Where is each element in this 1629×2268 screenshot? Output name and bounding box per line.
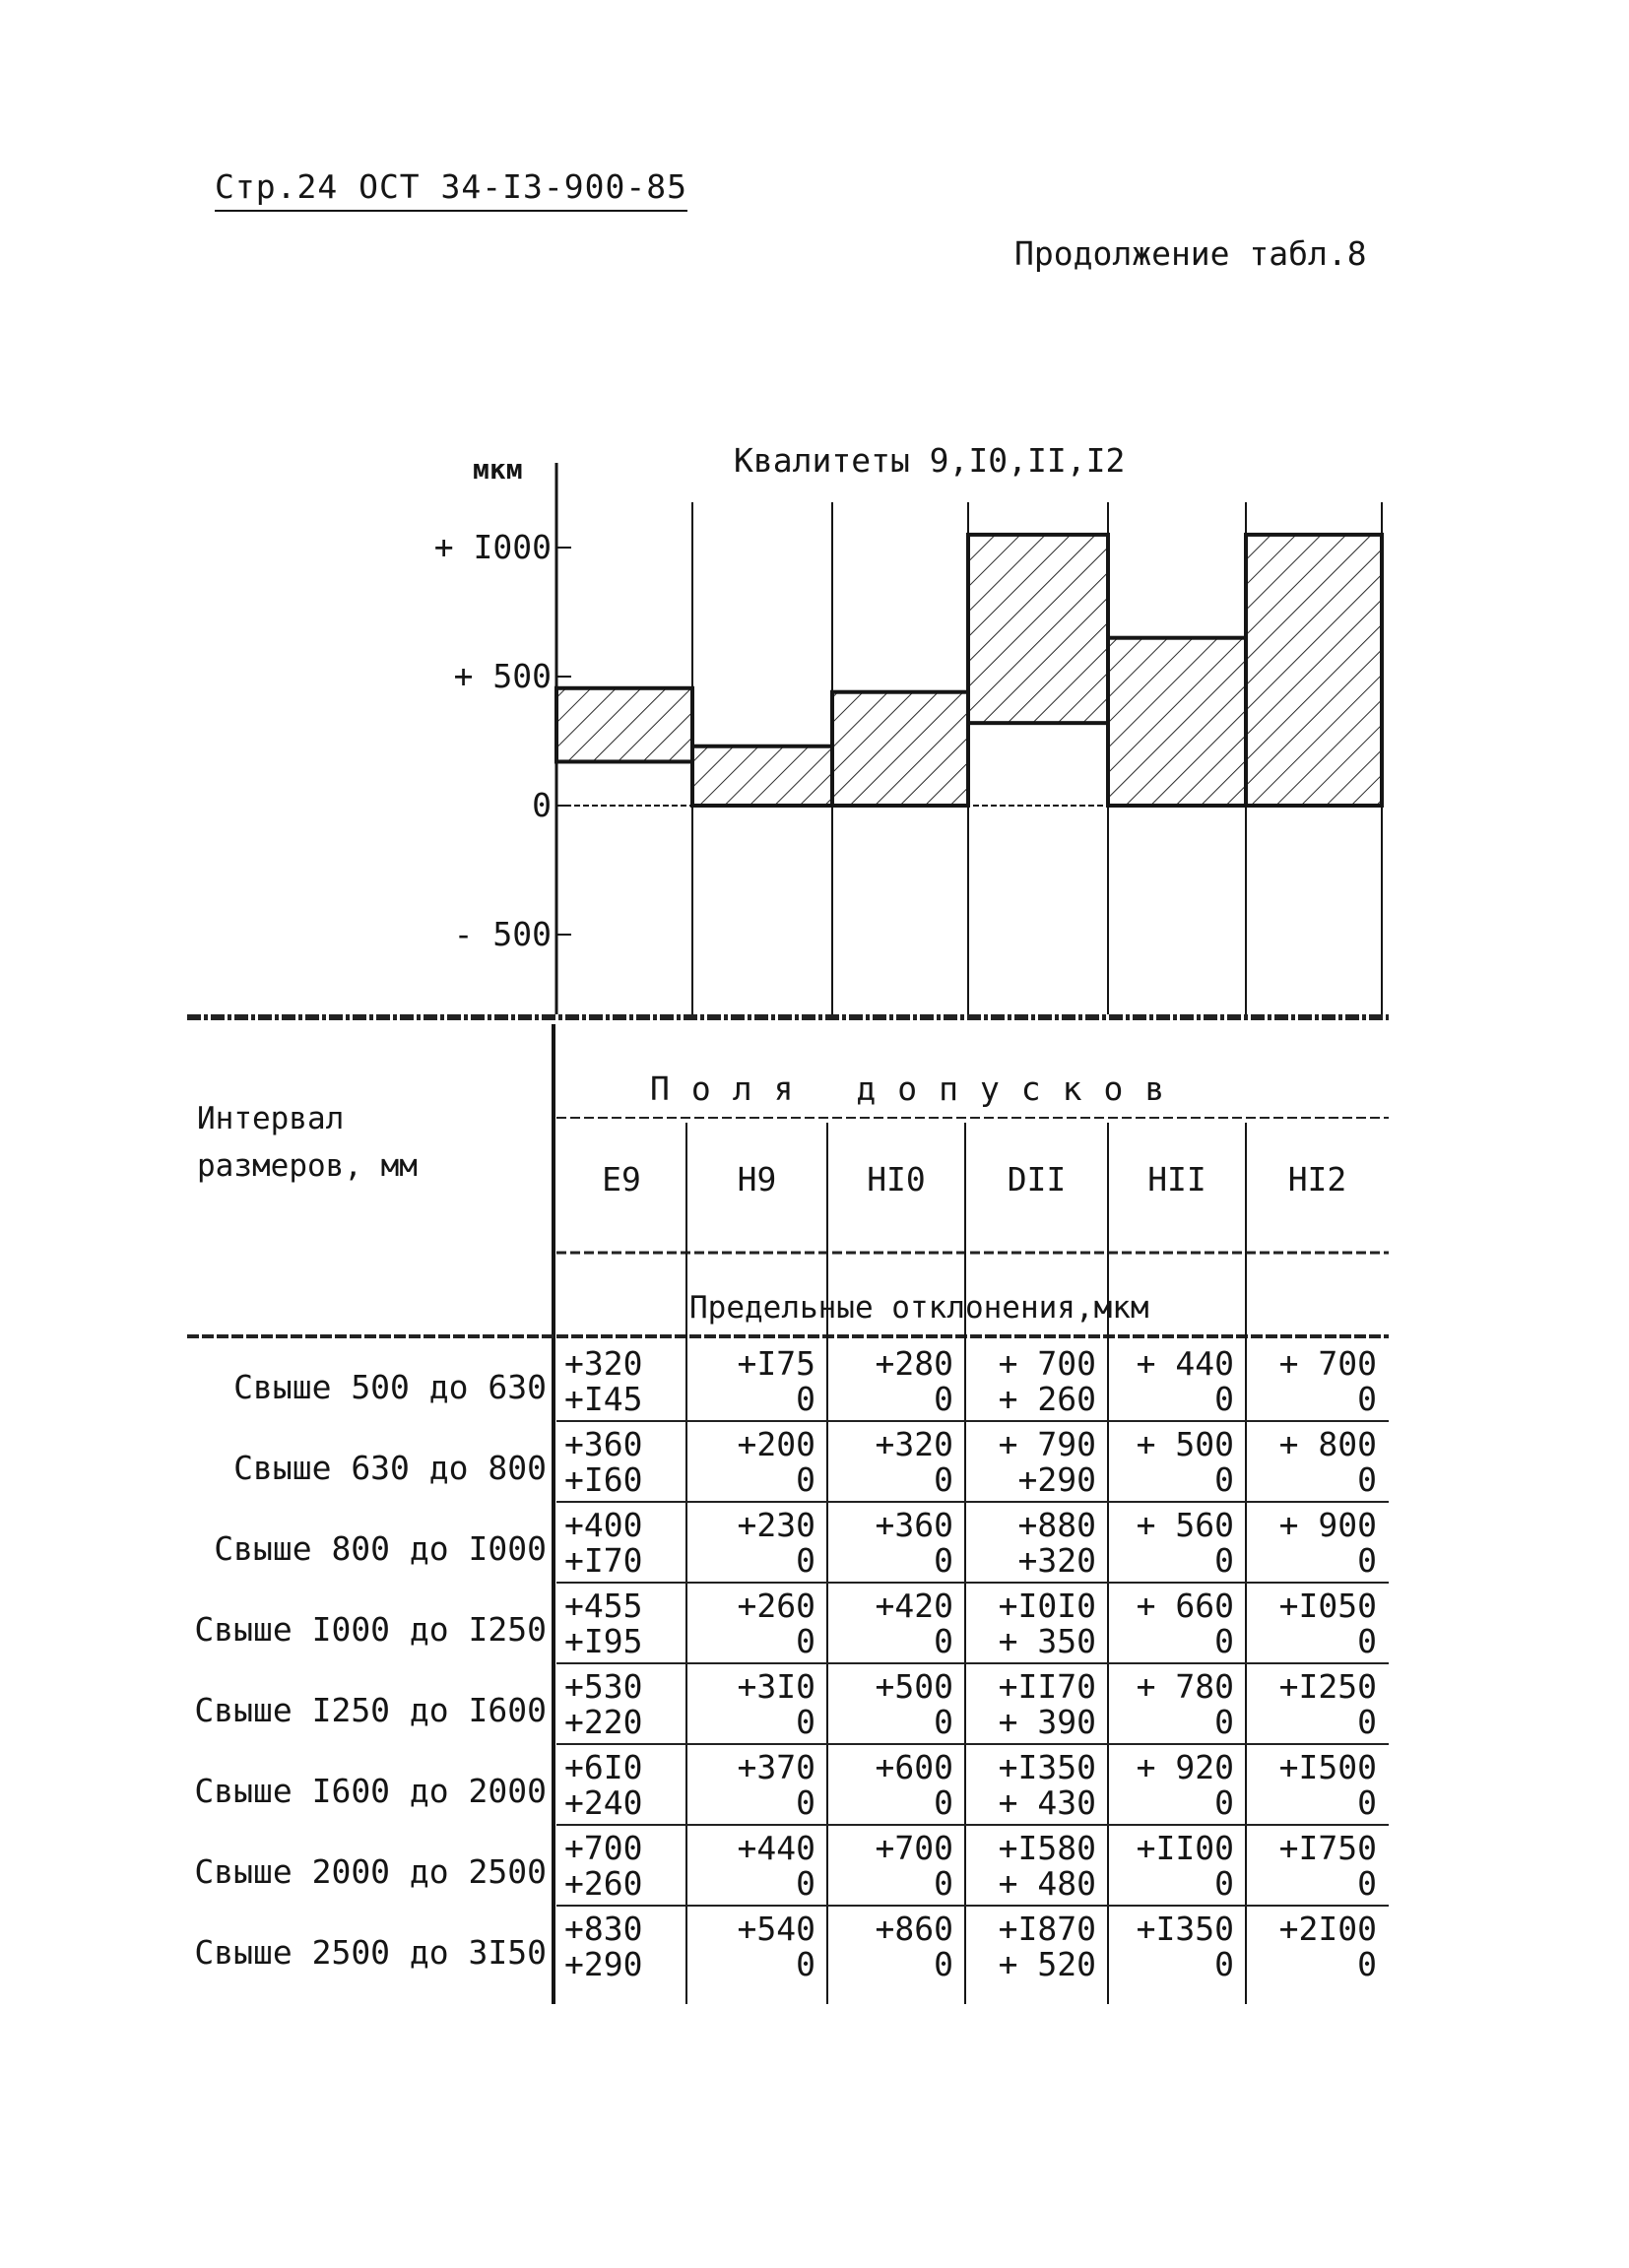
lower-deviation: +320 — [1017, 1541, 1096, 1580]
fields-header: Поля допусков — [650, 1069, 1187, 1108]
lower-deviation: 0 — [1357, 1783, 1377, 1822]
upper-deviation: +420 — [875, 1587, 953, 1625]
lower-deviation: 0 — [934, 1783, 953, 1822]
lower-deviation: +I70 — [564, 1541, 643, 1580]
upper-deviation: +370 — [737, 1748, 815, 1786]
y-tick-label: + 500 — [453, 657, 552, 695]
row-label: Свыше I600 до 2000 — [194, 1772, 547, 1810]
upper-deviation: +700 — [564, 1829, 643, 1867]
column-header: HI0 — [867, 1160, 926, 1199]
upper-deviation: + 800 — [1278, 1425, 1377, 1463]
upper-deviation: +860 — [875, 1910, 953, 1948]
lower-deviation: 0 — [1357, 1460, 1377, 1499]
lower-deviation: 0 — [796, 1703, 815, 1741]
lower-deviation: 0 — [934, 1864, 953, 1903]
upper-deviation: +530 — [564, 1667, 643, 1706]
upper-deviation: +455 — [564, 1587, 643, 1625]
upper-deviation: + 700 — [998, 1344, 1096, 1383]
lower-deviation: 0 — [934, 1945, 953, 1983]
lower-deviation: 0 — [1357, 1945, 1377, 1983]
upper-deviation: + 440 — [1136, 1344, 1234, 1383]
y-tick-label: - 500 — [453, 915, 552, 953]
chart-title: Квалитеты 9,I0,II,I2 — [734, 441, 1126, 480]
lower-deviation: 0 — [796, 1622, 815, 1660]
lower-deviation: 0 — [1214, 1541, 1234, 1580]
upper-deviation: +360 — [875, 1506, 953, 1544]
lower-deviation: 0 — [1214, 1622, 1234, 1660]
column-header: E9 — [602, 1160, 641, 1199]
lower-deviation: 0 — [796, 1945, 815, 1983]
lower-deviation: +I45 — [564, 1380, 643, 1418]
lower-deviation: 0 — [934, 1460, 953, 1499]
lower-deviation: 0 — [934, 1541, 953, 1580]
upper-deviation: +I500 — [1278, 1748, 1377, 1786]
row-label: Свыше 800 до I000 — [214, 1529, 547, 1568]
lower-deviation: 0 — [1357, 1541, 1377, 1580]
lower-deviation: +290 — [564, 1945, 643, 1983]
row-label: Свыше 2500 до 3I50 — [194, 1933, 547, 1972]
upper-deviation: +700 — [875, 1829, 953, 1867]
lower-deviation: 0 — [1357, 1864, 1377, 1903]
lower-deviation: +I95 — [564, 1622, 643, 1660]
interval-header: Интервал размеров, мм — [197, 1101, 418, 1184]
lower-deviation: 0 — [796, 1783, 815, 1822]
upper-deviation: +600 — [875, 1748, 953, 1786]
y-tick-label: + I000 — [433, 528, 552, 566]
lower-deviation: 0 — [1357, 1622, 1377, 1660]
upper-deviation: + 780 — [1136, 1667, 1234, 1706]
lower-deviation: 0 — [1214, 1380, 1234, 1418]
lower-deviation: 0 — [796, 1541, 815, 1580]
lower-deviation: 0 — [796, 1380, 815, 1418]
lower-deviation: 0 — [1357, 1380, 1377, 1418]
lower-deviation: 0 — [796, 1460, 815, 1499]
column-header: H9 — [737, 1160, 777, 1199]
upper-deviation: +440 — [737, 1829, 815, 1867]
lower-deviation: 0 — [1214, 1783, 1234, 1822]
lower-deviation: + 350 — [998, 1622, 1096, 1660]
upper-deviation: +260 — [737, 1587, 815, 1625]
upper-deviation: +I75 — [737, 1344, 815, 1383]
upper-deviation: + 920 — [1136, 1748, 1234, 1786]
lower-deviation: 0 — [934, 1622, 953, 1660]
upper-deviation: +I0I0 — [998, 1587, 1096, 1625]
lower-deviation: +240 — [564, 1783, 643, 1822]
upper-deviation: + 700 — [1278, 1344, 1377, 1383]
lower-deviation: + 430 — [998, 1783, 1096, 1822]
lower-deviation: 0 — [1214, 1945, 1234, 1983]
upper-deviation: +I580 — [998, 1829, 1096, 1867]
lower-deviation: 0 — [796, 1864, 815, 1903]
upper-deviation: +3I0 — [737, 1667, 815, 1706]
upper-deviation: +320 — [564, 1344, 643, 1383]
upper-deviation: +I350 — [1136, 1910, 1234, 1948]
upper-deviation: +6I0 — [564, 1748, 643, 1786]
row-label: Свыше 630 до 800 — [233, 1449, 547, 1487]
lower-deviation: 0 — [1357, 1703, 1377, 1741]
lower-deviation: 0 — [1214, 1864, 1234, 1903]
upper-deviation: +2I00 — [1278, 1910, 1377, 1948]
row-label: Свыше I250 до I600 — [194, 1691, 547, 1729]
upper-deviation: +400 — [564, 1506, 643, 1544]
upper-deviation: + 560 — [1136, 1506, 1234, 1544]
row-label: Свыше 2000 до 2500 — [194, 1852, 547, 1891]
upper-deviation: +I050 — [1278, 1587, 1377, 1625]
lower-deviation: 0 — [1214, 1703, 1234, 1741]
upper-deviation: +230 — [737, 1506, 815, 1544]
upper-deviation: +320 — [875, 1425, 953, 1463]
upper-deviation: +I870 — [998, 1910, 1096, 1948]
lower-deviation: 0 — [934, 1703, 953, 1741]
lower-deviation: + 480 — [998, 1864, 1096, 1903]
column-header: DII — [1007, 1160, 1067, 1199]
upper-deviation: +I250 — [1278, 1667, 1377, 1706]
row-label: Свыше I000 до I250 — [194, 1610, 547, 1649]
table-continuation-label: Продолжение табл.8 — [1014, 234, 1367, 273]
lower-deviation: + 260 — [998, 1380, 1096, 1418]
upper-deviation: +500 — [875, 1667, 953, 1706]
column-header: HII — [1147, 1160, 1206, 1199]
lower-deviation: 0 — [1214, 1460, 1234, 1499]
lower-deviation: +I60 — [564, 1460, 643, 1499]
upper-deviation: +880 — [1017, 1506, 1096, 1544]
upper-deviation: +I750 — [1278, 1829, 1377, 1867]
lower-deviation: + 520 — [998, 1945, 1096, 1983]
upper-deviation: +280 — [875, 1344, 953, 1383]
row-label: Свыше 500 до 630 — [233, 1368, 547, 1406]
upper-deviation: + 790 — [998, 1425, 1096, 1463]
column-header: HI2 — [1287, 1160, 1347, 1199]
upper-deviation: +II00 — [1136, 1829, 1234, 1867]
y-axis-unit: мкм — [473, 453, 523, 486]
upper-deviation: +360 — [564, 1425, 643, 1463]
upper-deviation: + 900 — [1278, 1506, 1377, 1544]
upper-deviation: +I350 — [998, 1748, 1096, 1786]
page-reference: Стр.24 ОСТ 34-I3-900-85 — [215, 167, 687, 212]
upper-deviation: +II70 — [998, 1667, 1096, 1706]
lower-deviation: +290 — [1017, 1460, 1096, 1499]
deviations-header: Предельные отклонения,мкм — [689, 1290, 1149, 1326]
upper-deviation: +200 — [737, 1425, 815, 1463]
upper-deviation: + 500 — [1136, 1425, 1234, 1463]
upper-deviation: +830 — [564, 1910, 643, 1948]
lower-deviation: 0 — [934, 1380, 953, 1418]
lower-deviation: +220 — [564, 1703, 643, 1741]
lower-deviation: + 390 — [998, 1703, 1096, 1741]
upper-deviation: + 660 — [1136, 1587, 1234, 1625]
y-tick-label: 0 — [532, 786, 552, 824]
lower-deviation: +260 — [564, 1864, 643, 1903]
upper-deviation: +540 — [737, 1910, 815, 1948]
